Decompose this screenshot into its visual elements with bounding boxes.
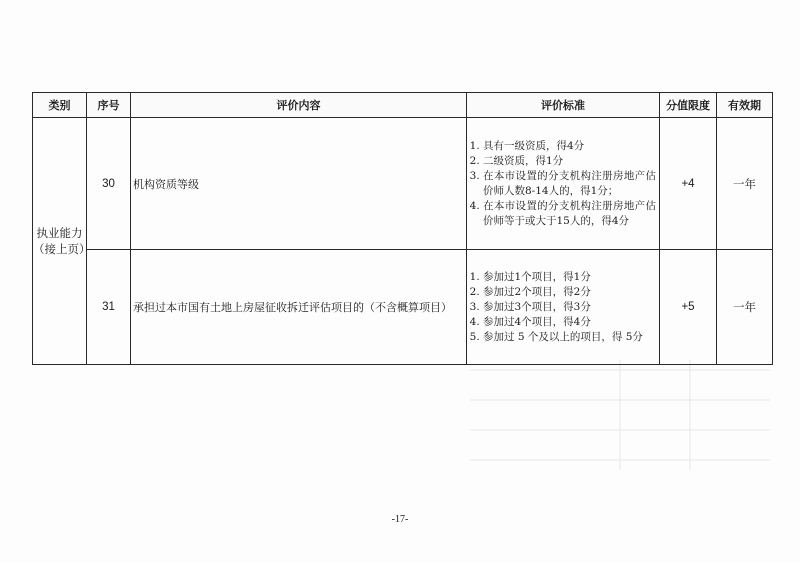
criteria-list xyxy=(469,270,656,345)
category-label-line1: 执业能力 xyxy=(36,226,83,240)
table-row xyxy=(33,250,773,365)
criteria-item: 1. 参加过1个项目，得1分 xyxy=(483,270,656,285)
header-score-limit: 分值限度 xyxy=(660,93,717,118)
row-score-limit: +4 xyxy=(660,118,717,250)
evaluation-table xyxy=(32,92,773,365)
header-category: 类别 xyxy=(33,93,87,118)
criteria-list xyxy=(469,139,656,229)
table-header-row xyxy=(33,93,773,118)
header-validity: 有效期 xyxy=(717,93,773,118)
criteria-item: 2. 参加过2个项目，得2分 xyxy=(483,285,656,300)
row-score-limit: +5 xyxy=(660,250,717,365)
row-content: 机构资质等级 xyxy=(131,118,467,250)
page-number: -17- xyxy=(391,514,409,525)
row-validity: 一年 xyxy=(717,118,773,250)
header-criteria: 评价标准 xyxy=(467,93,660,118)
row-number: 30 xyxy=(87,118,131,250)
header-number: 序号 xyxy=(87,93,131,118)
criteria-item: 3. 在本市设置的分支机构注册房地产估价师人数8-14人的，得1分； xyxy=(483,169,656,199)
row-criteria xyxy=(467,250,660,365)
category-cell xyxy=(33,118,91,365)
row-content: 承担过本市国有土地上房屋征收拆迁评估项目的（不含概算项目） xyxy=(131,250,467,365)
criteria-item: 5. 参加过 5 个及以上的项目，得 5分 xyxy=(483,330,656,345)
criteria-item: 2. 二级资质，得1分 xyxy=(483,154,656,169)
bleed-through-watermark xyxy=(470,360,770,470)
criteria-item: 3. 参加过3个项目，得3分 xyxy=(483,300,656,315)
row-number: 31 xyxy=(87,250,131,365)
criteria-item: 4. 参加过4个项目，得4分 xyxy=(483,315,656,330)
row-criteria xyxy=(467,118,660,250)
category-label-line2: （接上页） xyxy=(33,242,91,256)
row-validity: 一年 xyxy=(717,250,773,365)
table-row xyxy=(33,118,773,250)
criteria-item: 1. 具有一级资质，得4分 xyxy=(483,139,656,154)
criteria-item: 4. 在本市设置的分支机构注册房地产估价师等于或大于15人的，得4分 xyxy=(483,199,656,229)
header-content: 评价内容 xyxy=(131,93,467,118)
